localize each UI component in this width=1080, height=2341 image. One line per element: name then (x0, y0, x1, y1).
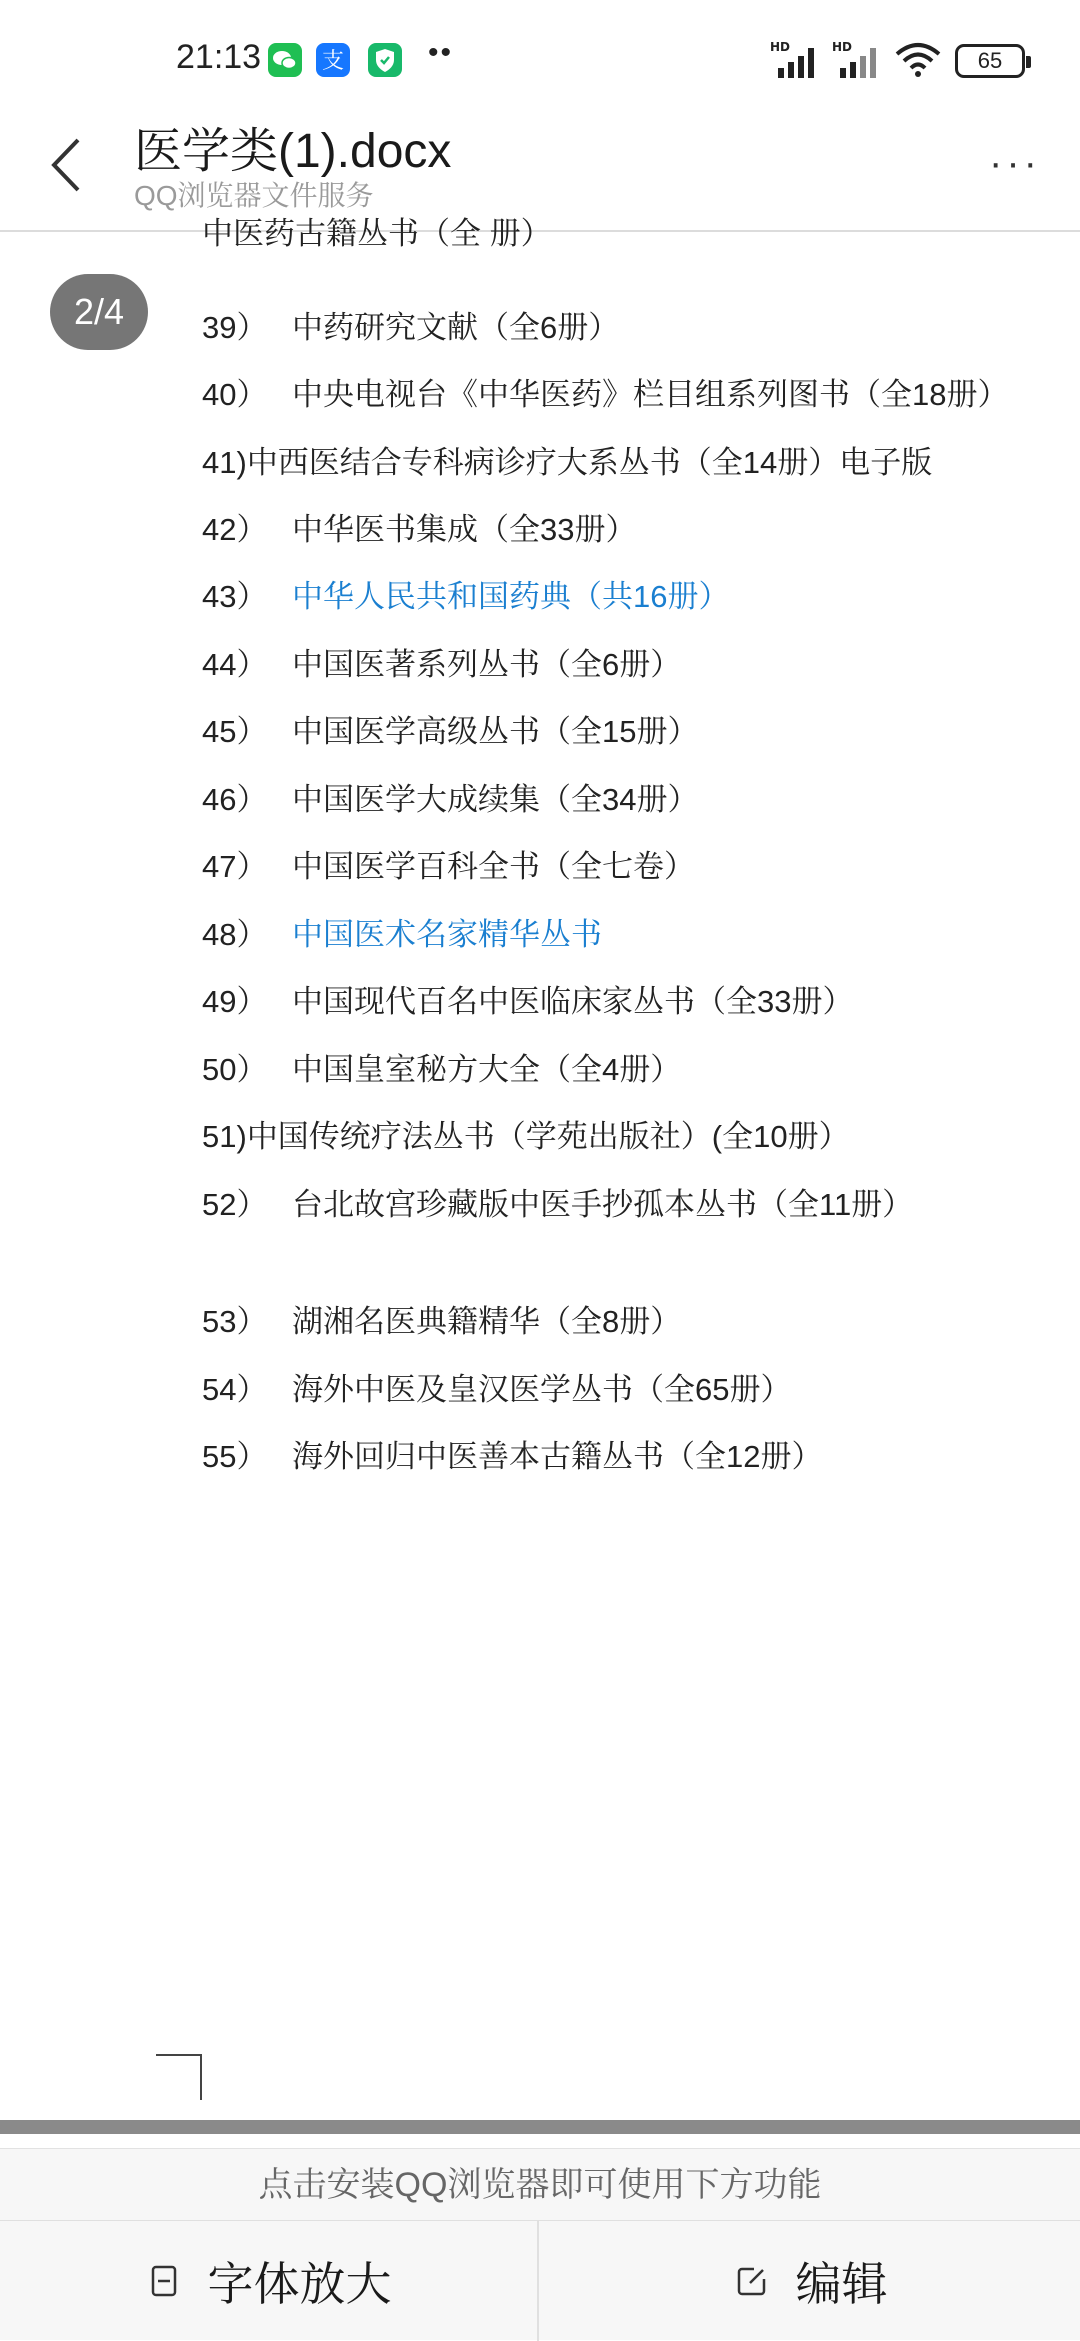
document-viewer[interactable] (0, 216, 1080, 2120)
item-text: 湖湘名医典籍精华（全8册） (292, 1304, 682, 1339)
list-item (202, 706, 698, 756)
item-text: 中国医学大成续集（全34册） (292, 782, 699, 817)
item-link-text[interactable]: 中华人民共和国药典（共16册） (292, 579, 730, 614)
page-divider (0, 2120, 1080, 2134)
list-item (202, 437, 932, 487)
more-options-button[interactable]: ··· (989, 141, 1041, 185)
item-number: 52） (202, 1187, 268, 1222)
item-text: 中央电视台《中华医药》栏目组系列图书（全18册） (292, 377, 1009, 412)
item-number: 44） (202, 647, 268, 682)
svg-text:支: 支 (321, 49, 345, 74)
alipay-icon (316, 43, 350, 77)
item-number: 47） (202, 849, 268, 884)
font-enlarge-label: 字体放大 (207, 2258, 392, 2310)
item-link-text[interactable]: 中国医术名家精华丛书 (292, 917, 602, 952)
item-text: 中国医著系列丛书（全6册） (292, 647, 682, 682)
list-item (202, 1044, 681, 1094)
item-number: 43） (202, 579, 268, 614)
item-number: 51) (202, 1119, 247, 1154)
list-item (202, 1111, 850, 1161)
item-number: 54） (202, 1372, 268, 1407)
clipped-list-item: 中医药古籍丛书（全 册） (202, 216, 552, 251)
document-subtitle: QQ浏览器文件服务 (134, 180, 374, 211)
list-item-link[interactable] (202, 571, 729, 621)
font-enlarge-button[interactable] (0, 2221, 539, 2341)
battery-icon (955, 44, 1025, 78)
list-item (202, 639, 681, 689)
item-text: 中国皇室秘方大全（全4册） (292, 1052, 682, 1087)
item-number: 48） (202, 917, 268, 952)
page-corner-mark (156, 2054, 202, 2100)
list-item (202, 504, 636, 554)
item-number: 50） (202, 1052, 268, 1087)
page-indicator: 2/4 (50, 274, 148, 350)
font-size-icon (146, 2263, 182, 2299)
item-text: 中国医学百科全书（全七卷） (292, 849, 695, 884)
edit-label: 编辑 (795, 2258, 888, 2310)
edit-icon (734, 2263, 770, 2299)
list-item-link[interactable] (202, 909, 602, 959)
item-number: 45） (202, 714, 268, 749)
notification-dots: •• (428, 36, 454, 69)
signal-icon (770, 40, 828, 80)
chevron-left-icon (40, 130, 90, 200)
item-text: 中西医结合专科病诊疗大系丛书（全14册）电子版 (246, 445, 933, 480)
back-button[interactable] (40, 130, 90, 200)
list-item (202, 1296, 681, 1346)
item-text: 中华医书集成（全33册） (292, 512, 637, 547)
edit-button[interactable] (541, 2221, 1080, 2341)
list-item (202, 774, 698, 824)
list-item (202, 841, 695, 891)
signal-icon-2 (832, 40, 890, 80)
status-time: 21:13 (176, 38, 262, 76)
wifi-icon (895, 42, 941, 78)
item-number: 53） (202, 1304, 268, 1339)
svg-text:HD: HD (832, 40, 853, 54)
list-item (202, 1431, 822, 1481)
item-text: 台北故宫珍藏版中医手抄孤本丛书（全11册） (292, 1187, 914, 1222)
document-title: 医学类(1).docx (134, 125, 452, 178)
list-item (202, 976, 853, 1026)
item-text: 中国传统疗法丛书（学苑出版社）(全10册） (246, 1119, 850, 1154)
install-prompt[interactable]: 点击安装QQ浏览器即可使用下方功能 (0, 2148, 1080, 2220)
item-number: 49） (202, 984, 268, 1019)
item-text: 海外回归中医善本古籍丛书（全12册） (292, 1439, 823, 1474)
list-item (202, 1179, 913, 1229)
shield-icon (368, 43, 402, 77)
item-text: 中国现代百名中医临床家丛书（全33册） (292, 984, 854, 1019)
svg-text:HD: HD (770, 40, 791, 54)
item-text: 中国医学高级丛书（全15册） (292, 714, 699, 749)
list-item (202, 302, 619, 352)
battery-level: 65 (977, 48, 1003, 73)
status-bar (0, 0, 1080, 110)
item-number: 42） (202, 512, 268, 547)
item-number: 39） (202, 310, 268, 345)
item-text: 中药研究文献（全6册） (292, 310, 620, 345)
item-number: 55） (202, 1439, 268, 1474)
wechat-icon (268, 43, 302, 77)
item-number: 40） (202, 377, 268, 412)
list-item (202, 1364, 791, 1414)
bottom-toolbar (0, 2220, 1080, 2340)
item-number: 41) (202, 445, 247, 480)
list-item (202, 369, 1008, 419)
item-number: 46） (202, 782, 268, 817)
item-text: 海外中医及皇汉医学丛书（全65册） (292, 1372, 792, 1407)
